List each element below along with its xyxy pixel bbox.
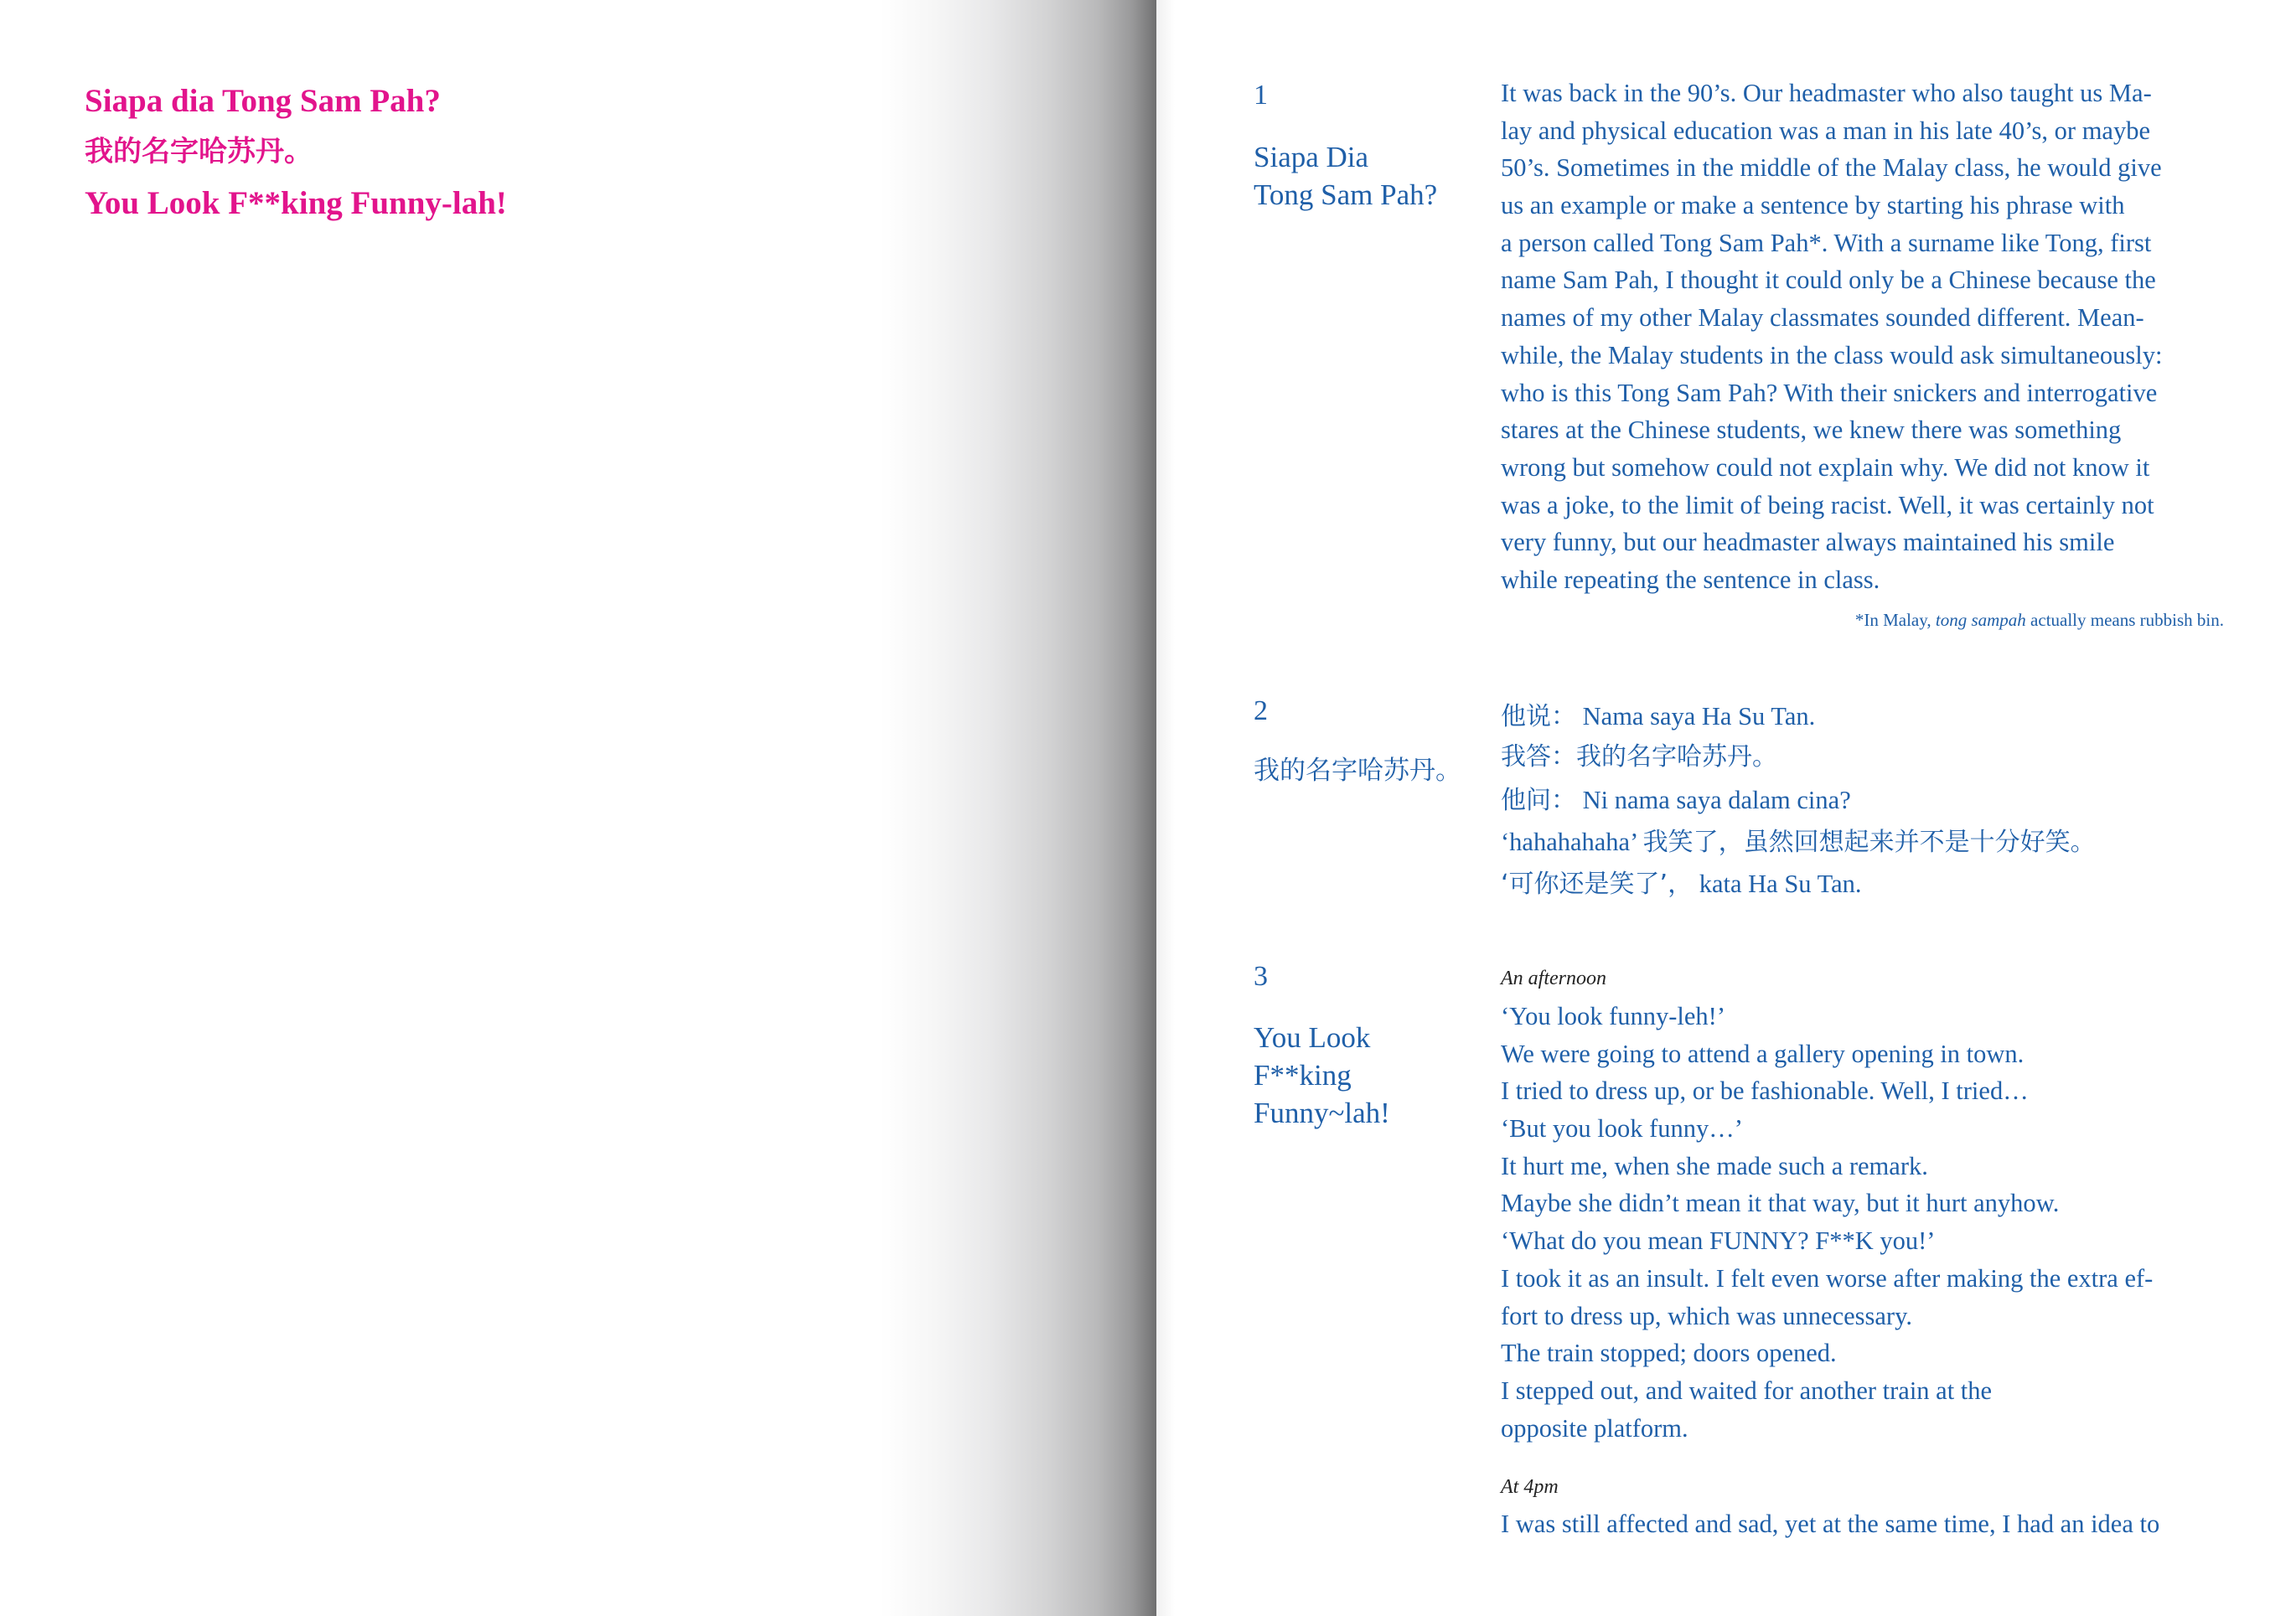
body-line: ‘But you look funny…’ <box>1501 1114 1743 1144</box>
footnote-prefix: *In Malay, <box>1854 610 1936 630</box>
section-1-heading <box>1254 138 1437 214</box>
section-3-body <box>1501 998 2230 1447</box>
body-line: ‘You look funny-leh!’ <box>1501 1002 1725 1030</box>
dialogue-line-4 <box>1501 821 2096 858</box>
speaker-label: 他问： <box>1501 786 1576 815</box>
section-1-number: 1 <box>1254 80 1268 111</box>
section-1-heading-line: Tong Sam Pah? <box>1254 178 1438 211</box>
body-line: names of my other Malay classmates sounded different. Mean- <box>1501 303 2144 333</box>
section-3-label-4pm: At 4pm <box>1501 1476 1559 1498</box>
section-1-heading-line: Siapa Dia <box>1254 141 1369 173</box>
body-line: us an example or make a sentence by starting his phrase with <box>1501 191 2125 220</box>
dialogue-text-cjk: 我笑了，虽然回想起来并不是十分好笑。 <box>1642 828 2096 857</box>
body-line: while, the Malay students in the class would ask simultaneously: <box>1501 340 2163 369</box>
body-line: I was still affected and sad, yet at the same time, I had an idea to <box>1501 1510 2160 1538</box>
dialogue-text: kata Ha Su Tan. <box>1699 870 1862 898</box>
dialogue-line-5 <box>1501 863 1862 900</box>
dialogue-text: 我的名字哈苏丹。 <box>1576 742 1777 772</box>
dialogue-line-3 <box>1501 779 1851 816</box>
section-3-heading-line: You Look <box>1254 1021 1371 1054</box>
body-line: very funny, but our headmaster always maintained his smile <box>1501 528 2115 557</box>
title-chinese: 我的名字哈苏丹。 <box>85 135 313 168</box>
section-2-number: 2 <box>1254 695 1268 726</box>
body-line: a person called Tong Sam Pah*. With a surname like Tong, first <box>1501 228 2152 257</box>
section-3-number: 3 <box>1254 961 1268 992</box>
speaker-label: 他说： <box>1501 702 1576 731</box>
title-funny: You Look F**king Funny-lah! <box>85 185 507 221</box>
section-3-label-afternoon: An afternoon <box>1501 968 1606 989</box>
section-1-body <box>1501 75 2230 599</box>
dialogue-line-1 <box>1501 695 1815 732</box>
dialogue-line-2 <box>1501 736 1777 772</box>
body-line: I tried to dress up, or be fashionable. Well, I tried… <box>1501 1076 2029 1106</box>
dialogue-text: ‘hahahahaha’ <box>1501 828 1637 856</box>
footnote-suffix: actually means rubbish bin. <box>2025 610 2224 630</box>
dialogue-text: Ni nama saya dalam cina? <box>1582 786 1851 814</box>
body-line: 50’s. Sometimes in the middle of the Malay class, he would give <box>1501 153 2162 183</box>
footnote-italic: tong sampah <box>1935 610 2026 630</box>
section-3-last-line <box>1501 1505 2230 1543</box>
body-line: fort to dress up, which was unnecessary. <box>1501 1301 1912 1330</box>
body-line: lay and physical education was a man in his late 40’s, or maybe <box>1501 116 2150 145</box>
section-3-heading <box>1254 1019 1390 1132</box>
body-line: wrong but somehow could not explain why. We did not know it <box>1501 452 2150 482</box>
body-line: name Sam Pah, I thought it could only be a Chinese because the <box>1501 266 2156 295</box>
body-line: opposite platform. <box>1501 1413 1688 1443</box>
body-line: It hurt me, when she made such a remark. <box>1501 1151 1928 1180</box>
body-line: The train stopped; doors opened. <box>1501 1339 1837 1368</box>
dialogue-text: Nama saya Ha Su Tan. <box>1582 702 1816 731</box>
dialogue-text-cjk: ‘可你还是笑了’， <box>1501 870 1694 899</box>
body-line: We were going to attend a gallery opening in town. <box>1501 1039 2025 1068</box>
left-page-titles <box>85 75 507 229</box>
title-siapa: Siapa dia Tong Sam Pah? <box>85 83 441 119</box>
body-line: I stepped out, and waited for another train at the <box>1501 1376 1993 1405</box>
section-3-heading-line: Funny~lah! <box>1254 1097 1390 1129</box>
body-line: stares at the Chinese students, we knew there was something <box>1501 416 2122 445</box>
section-2-heading: 我的名字哈苏丹。 <box>1254 756 1461 786</box>
body-line: I took it as an insult. I felt even worse after making the extra ef- <box>1501 1263 2154 1293</box>
body-line: who is this Tong Sam Pah? With their snickers and interrogative <box>1501 378 2158 407</box>
speaker-label: 我答： <box>1501 742 1576 772</box>
body-line: was a joke, to the limit of being racist. Well, it was certainly not <box>1501 490 2154 519</box>
body-line: ‘What do you mean FUNNY? F**K you!’ <box>1501 1226 1936 1256</box>
body-line: It was back in the 90’s. Our headmaster who also taught us Ma- <box>1501 79 2152 107</box>
section-1-footnote <box>1501 610 2224 631</box>
body-line: while repeating the sentence in class. <box>1501 565 1880 594</box>
section-3-heading-line: F**king <box>1254 1059 1352 1092</box>
body-line: Maybe she didn’t mean it that way, but it hurt anyhow. <box>1501 1189 2060 1218</box>
